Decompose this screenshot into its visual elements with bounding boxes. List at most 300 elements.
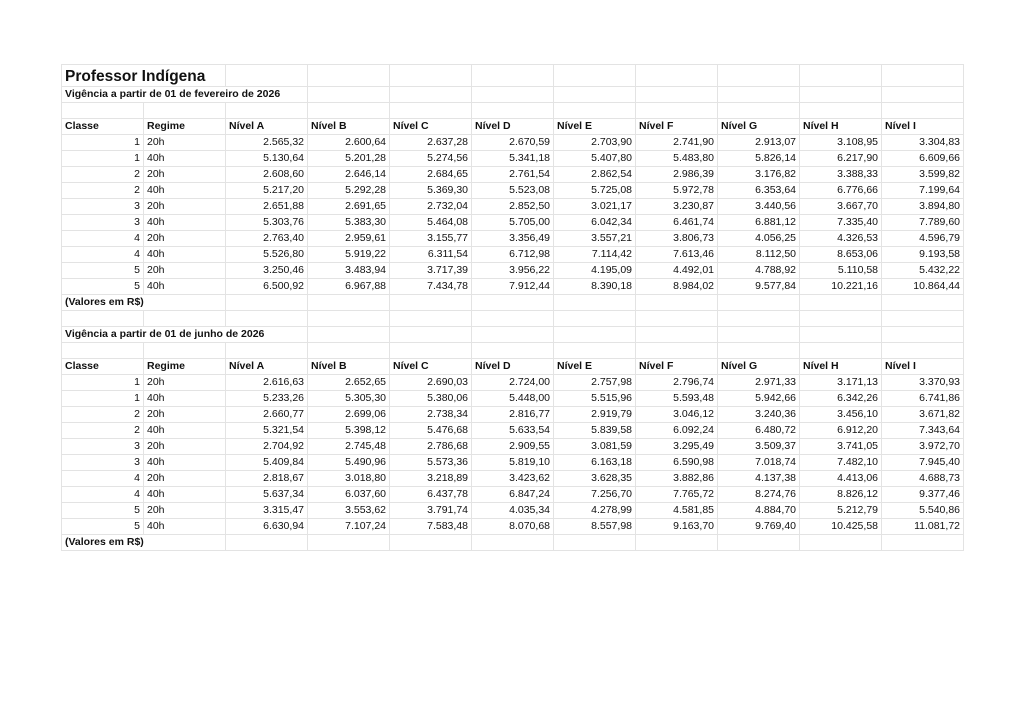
value-cell: 3.628,35 — [554, 471, 636, 487]
empty-cell — [800, 327, 882, 343]
empty-cell — [800, 343, 882, 359]
table-row — [62, 391, 964, 407]
table-row — [62, 263, 964, 279]
value-cell: 5.369,30 — [390, 183, 472, 199]
regime-cell: 20h — [144, 199, 226, 215]
value-cell: 5.705,00 — [472, 215, 554, 231]
value-cell: 2.652,65 — [308, 375, 390, 391]
empty-cell — [718, 65, 800, 87]
empty-cell — [718, 103, 800, 119]
empty-cell — [882, 103, 964, 119]
column-header: Nível B — [308, 119, 390, 135]
column-header: Nível G — [718, 359, 800, 375]
regime-cell: 40h — [144, 423, 226, 439]
column-header: Nível I — [882, 359, 964, 375]
value-cell: 6.037,60 — [308, 487, 390, 503]
column-header: Nível A — [226, 119, 308, 135]
value-cell: 6.217,90 — [800, 151, 882, 167]
currency-note: (Valores em R$) — [62, 295, 226, 311]
spreadsheet-body — [62, 65, 964, 551]
value-cell: 4.035,34 — [472, 503, 554, 519]
empty-cell — [800, 535, 882, 551]
table-row — [62, 279, 964, 295]
regime-cell: 40h — [144, 183, 226, 199]
column-header: Regime — [144, 359, 226, 375]
empty-cell — [308, 343, 390, 359]
column-header: Nível I — [882, 119, 964, 135]
value-cell: 6.847,24 — [472, 487, 554, 503]
value-cell: 5.409,84 — [226, 455, 308, 471]
classe-cell: 1 — [62, 391, 144, 407]
value-cell: 5.201,28 — [308, 151, 390, 167]
regime-cell: 20h — [144, 375, 226, 391]
value-cell: 5.233,26 — [226, 391, 308, 407]
value-cell: 6.967,88 — [308, 279, 390, 295]
column-header: Classe — [62, 359, 144, 375]
value-cell: 2.959,61 — [308, 231, 390, 247]
value-cell: 2.684,65 — [390, 167, 472, 183]
column-header: Nível H — [800, 359, 882, 375]
value-cell: 10.221,16 — [800, 279, 882, 295]
currency-note-row — [62, 295, 964, 311]
empty-cell — [472, 295, 554, 311]
value-cell: 5.448,00 — [472, 391, 554, 407]
regime-cell: 20h — [144, 167, 226, 183]
value-cell: 8.112,50 — [718, 247, 800, 263]
value-cell: 8.070,68 — [472, 519, 554, 535]
value-cell: 3.315,47 — [226, 503, 308, 519]
value-cell: 11.081,72 — [882, 519, 964, 535]
empty-cell — [226, 65, 308, 87]
empty-cell — [226, 311, 308, 327]
value-cell: 6.630,94 — [226, 519, 308, 535]
value-cell: 3.972,70 — [882, 439, 964, 455]
value-cell: 2.699,06 — [308, 407, 390, 423]
classe-cell: 4 — [62, 247, 144, 263]
empty-cell — [390, 295, 472, 311]
table-subtitle: Vigência a partir de 01 de fevereiro de 2026 — [62, 87, 308, 103]
value-cell: 6.480,72 — [718, 423, 800, 439]
value-cell: 4.137,38 — [718, 471, 800, 487]
table-row — [62, 183, 964, 199]
value-cell: 3.894,80 — [882, 199, 964, 215]
regime-cell: 20h — [144, 471, 226, 487]
empty-cell — [472, 311, 554, 327]
header-row — [62, 119, 964, 135]
value-cell: 3.806,73 — [636, 231, 718, 247]
value-cell: 5.217,20 — [226, 183, 308, 199]
column-header: Nível H — [800, 119, 882, 135]
value-cell: 2.913,07 — [718, 135, 800, 151]
value-cell: 2.816,77 — [472, 407, 554, 423]
value-cell: 2.691,65 — [308, 199, 390, 215]
empty-cell — [554, 535, 636, 551]
table-row — [62, 503, 964, 519]
value-cell: 5.464,08 — [390, 215, 472, 231]
classe-cell: 5 — [62, 279, 144, 295]
value-cell: 6.741,86 — [882, 391, 964, 407]
empty-cell — [800, 295, 882, 311]
value-cell: 8.274,76 — [718, 487, 800, 503]
value-cell: 5.919,22 — [308, 247, 390, 263]
empty-cell — [308, 87, 390, 103]
value-cell: 7.107,24 — [308, 519, 390, 535]
classe-cell: 2 — [62, 183, 144, 199]
empty-cell — [472, 87, 554, 103]
empty-cell — [718, 535, 800, 551]
value-cell: 2.660,77 — [226, 407, 308, 423]
value-cell: 6.881,12 — [718, 215, 800, 231]
value-cell: 2.670,59 — [472, 135, 554, 151]
value-cell: 5.212,79 — [800, 503, 882, 519]
empty-cell — [718, 343, 800, 359]
value-cell: 5.839,58 — [554, 423, 636, 439]
value-cell: 4.056,25 — [718, 231, 800, 247]
empty-cell — [800, 103, 882, 119]
empty-cell — [554, 103, 636, 119]
value-cell: 6.353,64 — [718, 183, 800, 199]
empty-cell — [144, 343, 226, 359]
value-cell: 6.342,26 — [800, 391, 882, 407]
classe-cell: 3 — [62, 215, 144, 231]
value-cell: 5.942,66 — [718, 391, 800, 407]
value-cell: 8.826,12 — [800, 487, 882, 503]
value-cell: 3.599,82 — [882, 167, 964, 183]
classe-cell: 4 — [62, 487, 144, 503]
value-cell: 2.919,79 — [554, 407, 636, 423]
currency-note: (Valores em R$) — [62, 535, 226, 551]
empty-cell — [472, 327, 554, 343]
empty-cell — [226, 343, 308, 359]
value-cell: 5.432,22 — [882, 263, 964, 279]
value-cell: 2.738,34 — [390, 407, 472, 423]
value-cell: 2.862,54 — [554, 167, 636, 183]
value-cell: 5.523,08 — [472, 183, 554, 199]
column-header: Nível F — [636, 119, 718, 135]
classe-cell: 1 — [62, 135, 144, 151]
value-cell: 2.600,64 — [308, 135, 390, 151]
value-cell: 2.646,14 — [308, 167, 390, 183]
table-row — [62, 519, 964, 535]
column-header: Nível C — [390, 359, 472, 375]
value-cell: 7.789,60 — [882, 215, 964, 231]
value-cell: 4.581,85 — [636, 503, 718, 519]
value-cell: 2.761,54 — [472, 167, 554, 183]
empty-cell — [882, 311, 964, 327]
empty-cell — [636, 295, 718, 311]
value-cell: 5.633,54 — [472, 423, 554, 439]
value-cell: 3.046,12 — [636, 407, 718, 423]
empty-cell — [390, 535, 472, 551]
value-cell: 2.796,74 — [636, 375, 718, 391]
regime-cell: 20h — [144, 439, 226, 455]
column-header: Nível C — [390, 119, 472, 135]
value-cell: 3.250,46 — [226, 263, 308, 279]
value-cell: 6.461,74 — [636, 215, 718, 231]
value-cell: 3.171,13 — [800, 375, 882, 391]
table-row — [62, 471, 964, 487]
empty-cell — [636, 343, 718, 359]
empty-cell — [554, 295, 636, 311]
classe-cell: 5 — [62, 519, 144, 535]
value-cell: 10.425,58 — [800, 519, 882, 535]
regime-cell: 40h — [144, 455, 226, 471]
salary-spreadsheet — [61, 64, 964, 551]
value-cell: 2.741,90 — [636, 135, 718, 151]
value-cell: 2.616,63 — [226, 375, 308, 391]
value-cell: 6.590,98 — [636, 455, 718, 471]
table-row — [62, 487, 964, 503]
value-cell: 10.864,44 — [882, 279, 964, 295]
table-row — [62, 247, 964, 263]
classe-cell: 4 — [62, 231, 144, 247]
value-cell: 6.712,98 — [472, 247, 554, 263]
empty-cell — [390, 311, 472, 327]
value-cell: 9.577,84 — [718, 279, 800, 295]
empty-cell — [472, 535, 554, 551]
value-cell: 8.390,18 — [554, 279, 636, 295]
value-cell: 3.423,62 — [472, 471, 554, 487]
value-cell: 7.114,42 — [554, 247, 636, 263]
empty-cell — [882, 65, 964, 87]
value-cell: 4.413,06 — [800, 471, 882, 487]
regime-cell: 40h — [144, 247, 226, 263]
table-row — [62, 455, 964, 471]
value-cell: 6.912,20 — [800, 423, 882, 439]
empty-cell — [308, 311, 390, 327]
value-cell: 6.609,66 — [882, 151, 964, 167]
classe-cell: 3 — [62, 439, 144, 455]
empty-cell — [554, 87, 636, 103]
column-header: Nível D — [472, 359, 554, 375]
column-header: Regime — [144, 119, 226, 135]
value-cell: 3.295,49 — [636, 439, 718, 455]
value-cell: 5.540,86 — [882, 503, 964, 519]
empty-cell — [390, 65, 472, 87]
value-cell: 5.303,76 — [226, 215, 308, 231]
value-cell: 3.483,94 — [308, 263, 390, 279]
classe-cell: 1 — [62, 151, 144, 167]
value-cell: 3.356,49 — [472, 231, 554, 247]
empty-cell — [636, 65, 718, 87]
title-row — [62, 65, 964, 87]
classe-cell: 5 — [62, 503, 144, 519]
value-cell: 7.434,78 — [390, 279, 472, 295]
table-row — [62, 231, 964, 247]
value-cell: 2.690,03 — [390, 375, 472, 391]
empty-cell — [390, 103, 472, 119]
value-cell: 3.557,21 — [554, 231, 636, 247]
value-cell: 4.492,01 — [636, 263, 718, 279]
table-row — [62, 151, 964, 167]
value-cell: 5.515,96 — [554, 391, 636, 407]
value-cell: 6.437,78 — [390, 487, 472, 503]
value-cell: 5.637,34 — [226, 487, 308, 503]
value-cell: 5.725,08 — [554, 183, 636, 199]
classe-cell: 2 — [62, 167, 144, 183]
column-header: Nível B — [308, 359, 390, 375]
value-cell: 7.343,64 — [882, 423, 964, 439]
table-subtitle-row — [62, 327, 964, 343]
value-cell: 6.500,92 — [226, 279, 308, 295]
value-cell: 5.819,10 — [472, 455, 554, 471]
empty-cell — [882, 343, 964, 359]
value-cell: 3.304,83 — [882, 135, 964, 151]
value-cell: 4.688,73 — [882, 471, 964, 487]
table-subtitle: Vigência a partir de 01 de junho de 2026 — [62, 327, 308, 343]
value-cell: 7.256,70 — [554, 487, 636, 503]
value-cell: 4.278,99 — [554, 503, 636, 519]
value-cell: 5.292,28 — [308, 183, 390, 199]
value-cell: 2.704,92 — [226, 439, 308, 455]
table-row — [62, 199, 964, 215]
value-cell: 2.703,90 — [554, 135, 636, 151]
empty-cell — [636, 535, 718, 551]
empty-cell — [226, 295, 308, 311]
regime-cell: 20h — [144, 263, 226, 279]
value-cell: 2.971,33 — [718, 375, 800, 391]
value-cell: 6.163,18 — [554, 455, 636, 471]
regime-cell: 40h — [144, 487, 226, 503]
table-row — [62, 167, 964, 183]
table-row — [62, 407, 964, 423]
column-header: Nível E — [554, 119, 636, 135]
table-row — [62, 423, 964, 439]
value-cell: 2.651,88 — [226, 199, 308, 215]
value-cell: 8.557,98 — [554, 519, 636, 535]
value-cell: 3.717,39 — [390, 263, 472, 279]
value-cell: 3.440,56 — [718, 199, 800, 215]
value-cell: 2.986,39 — [636, 167, 718, 183]
table-row — [62, 135, 964, 151]
empty-cell — [882, 295, 964, 311]
value-cell: 7.583,48 — [390, 519, 472, 535]
regime-cell: 40h — [144, 391, 226, 407]
header-row — [62, 359, 964, 375]
value-cell: 7.482,10 — [800, 455, 882, 471]
value-cell: 3.018,80 — [308, 471, 390, 487]
page-title: Professor Indígena — [62, 65, 226, 87]
value-cell: 3.370,93 — [882, 375, 964, 391]
value-cell: 2.786,68 — [390, 439, 472, 455]
empty-cell — [882, 327, 964, 343]
value-cell: 2.608,60 — [226, 167, 308, 183]
empty-cell — [800, 65, 882, 87]
value-cell: 3.108,95 — [800, 135, 882, 151]
empty-cell — [472, 65, 554, 87]
value-cell: 7.335,40 — [800, 215, 882, 231]
classe-cell: 5 — [62, 263, 144, 279]
empty-cell — [390, 327, 472, 343]
value-cell: 2.724,00 — [472, 375, 554, 391]
empty-cell — [554, 327, 636, 343]
value-cell: 5.380,06 — [390, 391, 472, 407]
column-header: Nível D — [472, 119, 554, 135]
value-cell: 5.383,30 — [308, 215, 390, 231]
value-cell: 5.130,64 — [226, 151, 308, 167]
empty-cell — [472, 343, 554, 359]
classe-cell: 2 — [62, 423, 144, 439]
value-cell: 5.526,80 — [226, 247, 308, 263]
empty-cell — [390, 87, 472, 103]
value-cell: 3.081,59 — [554, 439, 636, 455]
table-subtitle-row — [62, 87, 964, 103]
regime-cell: 40h — [144, 519, 226, 535]
value-cell: 3.553,62 — [308, 503, 390, 519]
classe-cell: 1 — [62, 375, 144, 391]
classe-cell: 4 — [62, 471, 144, 487]
value-cell: 7.613,46 — [636, 247, 718, 263]
empty-cell — [62, 343, 144, 359]
value-cell: 2.757,98 — [554, 375, 636, 391]
value-cell: 6.092,24 — [636, 423, 718, 439]
value-cell: 4.326,53 — [800, 231, 882, 247]
table-row — [62, 215, 964, 231]
value-cell: 3.509,37 — [718, 439, 800, 455]
empty-cell — [226, 103, 308, 119]
empty-cell — [554, 343, 636, 359]
column-header: Nível A — [226, 359, 308, 375]
value-cell: 9.769,40 — [718, 519, 800, 535]
regime-cell: 40h — [144, 151, 226, 167]
empty-cell — [554, 65, 636, 87]
empty-cell — [800, 311, 882, 327]
column-header: Nível E — [554, 359, 636, 375]
value-cell: 7.765,72 — [636, 487, 718, 503]
regime-cell: 40h — [144, 279, 226, 295]
empty-cell — [636, 327, 718, 343]
value-cell: 8.984,02 — [636, 279, 718, 295]
value-cell: 6.042,34 — [554, 215, 636, 231]
value-cell: 2.637,28 — [390, 135, 472, 151]
value-cell: 3.456,10 — [800, 407, 882, 423]
classe-cell: 3 — [62, 199, 144, 215]
empty-cell — [882, 535, 964, 551]
value-cell: 4.788,92 — [718, 263, 800, 279]
empty-cell — [308, 535, 390, 551]
empty-cell — [472, 103, 554, 119]
regime-cell: 40h — [144, 215, 226, 231]
value-cell: 5.972,78 — [636, 183, 718, 199]
empty-cell — [308, 327, 390, 343]
empty-cell — [62, 311, 144, 327]
empty-cell — [62, 103, 144, 119]
value-cell: 5.274,56 — [390, 151, 472, 167]
empty-cell — [144, 103, 226, 119]
value-cell: 3.240,36 — [718, 407, 800, 423]
empty-row — [62, 343, 964, 359]
empty-cell — [554, 311, 636, 327]
value-cell: 5.826,14 — [718, 151, 800, 167]
value-cell: 4.596,79 — [882, 231, 964, 247]
empty-cell — [718, 327, 800, 343]
column-header: Nível G — [718, 119, 800, 135]
regime-cell: 20h — [144, 231, 226, 247]
value-cell: 3.741,05 — [800, 439, 882, 455]
value-cell: 5.305,30 — [308, 391, 390, 407]
value-cell: 5.483,80 — [636, 151, 718, 167]
value-cell: 7.199,64 — [882, 183, 964, 199]
empty-cell — [308, 103, 390, 119]
empty-cell — [800, 87, 882, 103]
value-cell: 3.021,17 — [554, 199, 636, 215]
value-cell: 2.732,04 — [390, 199, 472, 215]
value-cell: 3.388,33 — [800, 167, 882, 183]
empty-cell — [144, 311, 226, 327]
empty-cell — [390, 343, 472, 359]
value-cell: 5.341,18 — [472, 151, 554, 167]
value-cell: 5.110,58 — [800, 263, 882, 279]
